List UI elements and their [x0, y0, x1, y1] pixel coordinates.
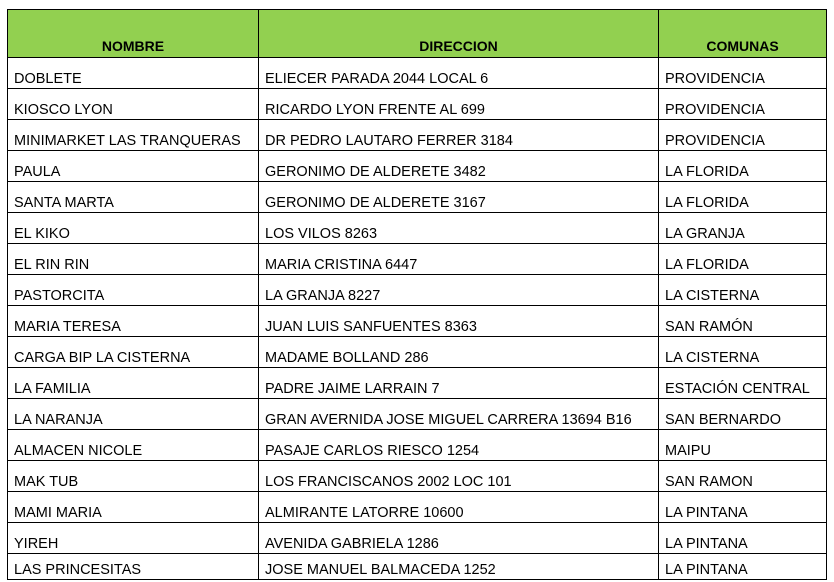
cell-nombre: YIREH — [8, 523, 259, 554]
cell-comunas: LA PINTANA — [659, 523, 827, 554]
cell-direccion: JOSE MANUEL BALMACEDA 1252 — [259, 554, 659, 580]
cell-comunas: LA PINTANA — [659, 554, 827, 580]
cell-nombre: LA FAMILIA — [8, 368, 259, 399]
table-row — [8, 182, 827, 213]
cell-comunas: LA FLORIDA — [659, 182, 827, 213]
cell-comunas: SAN RAMON — [659, 461, 827, 492]
table-row — [8, 275, 827, 306]
cell-comunas: LA CISTERNA — [659, 275, 827, 306]
cell-direccion: GERONIMO DE ALDERETE 3482 — [259, 151, 659, 182]
cell-direccion: MARIA CRISTINA 6447 — [259, 244, 659, 275]
cell-direccion: RICARDO LYON FRENTE AL 699 — [259, 89, 659, 120]
cell-comunas: LA FLORIDA — [659, 244, 827, 275]
cell-direccion: PADRE JAIME LARRAIN 7 — [259, 368, 659, 399]
cell-direccion: GERONIMO DE ALDERETE 3167 — [259, 182, 659, 213]
cell-comunas: LA FLORIDA — [659, 151, 827, 182]
table-row — [8, 213, 827, 244]
cell-nombre: EL KIKO — [8, 213, 259, 244]
cell-direccion: PASAJE CARLOS RIESCO 1254 — [259, 430, 659, 461]
table-row — [8, 58, 827, 89]
cell-comunas: PROVIDENCIA — [659, 120, 827, 151]
cell-direccion: ELIECER PARADA 2044 LOCAL 6 — [259, 58, 659, 89]
cell-direccion: ALMIRANTE LATORRE 10600 — [259, 492, 659, 523]
cell-nombre: PASTORCITA — [8, 275, 259, 306]
cell-comunas: SAN BERNARDO — [659, 399, 827, 430]
table-row — [8, 430, 827, 461]
cell-nombre: MINIMARKET LAS TRANQUERAS — [8, 120, 259, 151]
cell-nombre: MAMI MARIA — [8, 492, 259, 523]
table-row — [8, 244, 827, 275]
cell-nombre: CARGA BIP LA CISTERNA — [8, 337, 259, 368]
cell-nombre: LAS PRINCESITAS — [8, 554, 259, 580]
cell-comunas: MAIPU — [659, 430, 827, 461]
table-row — [8, 461, 827, 492]
table-row — [8, 399, 827, 430]
table-row — [8, 151, 827, 182]
cell-nombre: SANTA MARTA — [8, 182, 259, 213]
cell-direccion: LA GRANJA 8227 — [259, 275, 659, 306]
cell-comunas: LA CISTERNA — [659, 337, 827, 368]
cell-nombre: DOBLETE — [8, 58, 259, 89]
table-row — [8, 306, 827, 337]
cell-direccion: GRAN AVERNIDA JOSE MIGUEL CARRERA 13694 B16 — [259, 399, 659, 430]
cell-direccion: LOS FRANCISCANOS 2002 LOC 101 — [259, 461, 659, 492]
header-nombre: NOMBRE — [8, 10, 259, 58]
cell-direccion: JUAN LUIS SANFUENTES 8363 — [259, 306, 659, 337]
cell-nombre: LA NARANJA — [8, 399, 259, 430]
cell-direccion: LOS VILOS 8263 — [259, 213, 659, 244]
stores-table — [7, 9, 827, 580]
table-row — [8, 120, 827, 151]
cell-direccion: DR PEDRO LAUTARO FERRER 3184 — [259, 120, 659, 151]
cell-comunas: LA PINTANA — [659, 492, 827, 523]
cell-nombre: PAULA — [8, 151, 259, 182]
table-row — [8, 523, 827, 554]
table-row — [8, 337, 827, 368]
table-row — [8, 492, 827, 523]
cell-comunas: PROVIDENCIA — [659, 89, 827, 120]
cell-comunas: LA GRANJA — [659, 213, 827, 244]
cell-comunas: ESTACIÓN CENTRAL — [659, 368, 827, 399]
header-direccion: DIRECCION — [259, 10, 659, 58]
cell-direccion: MADAME BOLLAND 286 — [259, 337, 659, 368]
cell-nombre: MARIA TERESA — [8, 306, 259, 337]
cell-nombre: KIOSCO LYON — [8, 89, 259, 120]
cell-nombre: ALMACEN NICOLE — [8, 430, 259, 461]
cell-nombre: MAK TUB — [8, 461, 259, 492]
header-row — [8, 10, 827, 58]
cell-comunas: SAN RAMÓN — [659, 306, 827, 337]
cell-comunas: PROVIDENCIA — [659, 58, 827, 89]
header-comunas: COMUNAS — [659, 10, 827, 58]
table-row — [8, 89, 827, 120]
table-row — [8, 368, 827, 399]
table-row — [8, 554, 827, 580]
cell-nombre: EL RIN RIN — [8, 244, 259, 275]
cell-direccion: AVENIDA GABRIELA 1286 — [259, 523, 659, 554]
